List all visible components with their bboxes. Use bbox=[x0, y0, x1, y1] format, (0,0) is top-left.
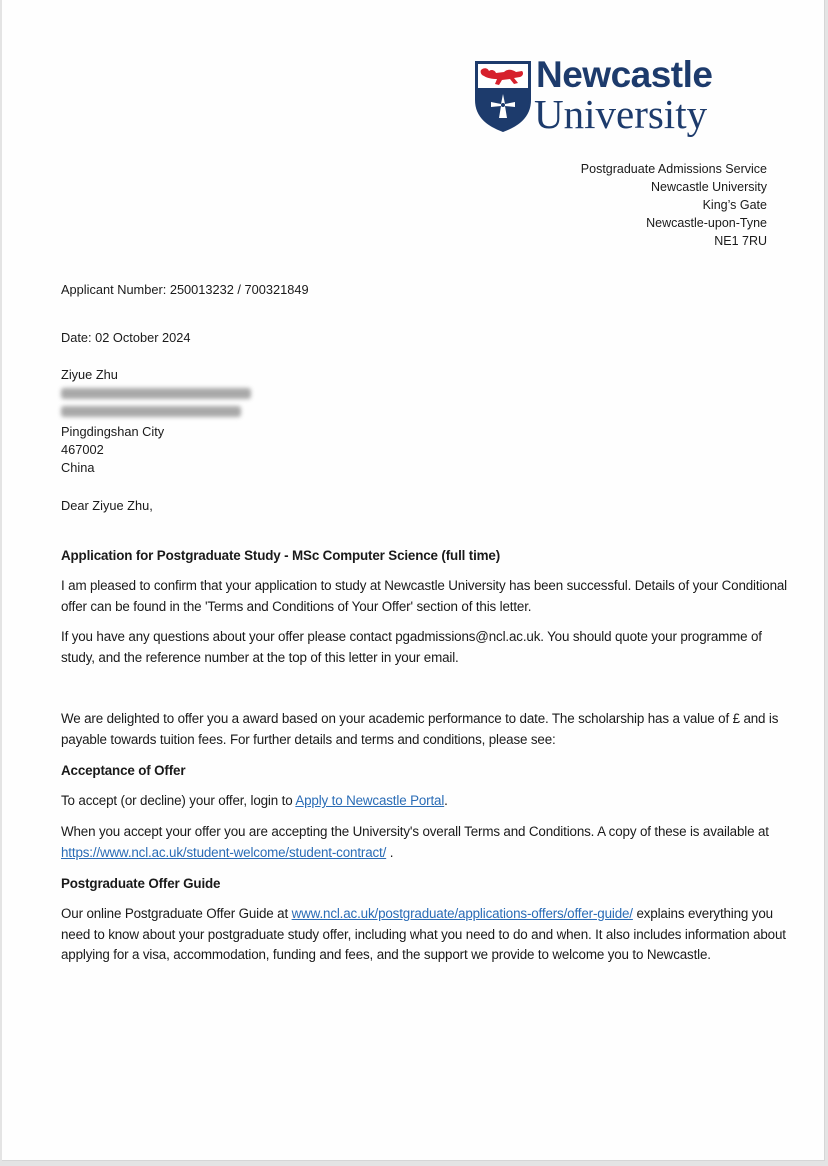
sender-address-line: Newcastle-upon-Tyne bbox=[646, 216, 767, 230]
university-crest-icon bbox=[474, 60, 532, 132]
confirmation-paragraph: I am pleased to confirm that your application to study at Newcastle University has been successful. Details of your Conditional offer can be found in the 'Terms and Conditions of Your Offer' section of this letter. bbox=[61, 578, 787, 614]
sender-address-line: Postgraduate Admissions Service bbox=[580, 162, 767, 176]
letter-page bbox=[2, 0, 825, 1161]
offer-guide-paragraph bbox=[61, 904, 791, 966]
recipient-name: Ziyue Zhu bbox=[61, 367, 118, 382]
recipient-address-redacted-1 bbox=[61, 384, 251, 402]
logo-wordmark-newcastle: Newcastle bbox=[536, 54, 713, 95]
offer-guide-text: Our online Postgraduate Offer Guide at bbox=[61, 906, 292, 921]
apply-portal-link[interactable]: Apply to Newcastle Portal bbox=[295, 793, 445, 808]
scholarship-paragraph: We are delighted to offer you a award based on your academic performance to date. The scholarship has a value of £ and is payable towards tuition fees. For further details and terms and conditions, please see: bbox=[61, 711, 779, 747]
newcastle-university-logo bbox=[474, 54, 744, 140]
recipient-address-redacted-2 bbox=[61, 402, 241, 420]
offer-guide-rest: explains everything you need to know about your postgraduate study offer, including what you need to do and when. It also includes information about applying for a visa, accommodation, funding and fees, and the support we provide to welcome you to Newcastle. bbox=[61, 906, 786, 962]
questions-paragraph: If you have any questions about your offer please contact pgadmissions@ncl.ac.uk. You should quote your programme of study, and the reference number at the top of this letter in your email. bbox=[61, 629, 762, 665]
acceptance-login-text: To accept (or decline) your offer, login to bbox=[61, 793, 296, 808]
recipient-city: Pingdingshan City bbox=[61, 424, 165, 439]
acceptance-heading: Acceptance of Offer bbox=[61, 763, 186, 778]
sender-address-line: NE1 7RU bbox=[714, 234, 767, 248]
acceptance-login-paragraph bbox=[61, 791, 791, 812]
salutation: Dear Ziyue Zhu, bbox=[61, 498, 153, 513]
sender-address-line: Newcastle University bbox=[650, 180, 767, 194]
terms-end: . bbox=[386, 844, 394, 860]
subject-line: Application for Postgraduate Study - MSc Computer Science (full time) bbox=[61, 548, 501, 563]
sender-address bbox=[581, 160, 767, 250]
recipient-postcode: 467002 bbox=[61, 442, 104, 457]
terms-paragraph bbox=[61, 822, 791, 863]
offer-guide-link[interactable]: www.ncl.ac.uk/postgraduate/applications-offers/offer-guide/ bbox=[291, 906, 633, 921]
sender-address-line: King’s Gate bbox=[702, 198, 767, 212]
logo-wordmark-university: University bbox=[534, 91, 708, 137]
letter-date: Date: 02 October 2024 bbox=[61, 330, 191, 345]
offer-guide-heading: Postgraduate Offer Guide bbox=[61, 876, 221, 891]
terms-text: When you accept your offer you are accepting the University's overall Terms and Conditions. A copy of these is available at bbox=[61, 824, 769, 839]
acceptance-login-end: . bbox=[444, 793, 448, 808]
applicant-number: Applicant Number: 250013232 / 700321849 bbox=[61, 282, 309, 297]
recipient-country: China bbox=[61, 460, 95, 475]
student-contract-link[interactable]: https://www.ncl.ac.uk/student-welcome/student-contract/ bbox=[61, 844, 387, 860]
